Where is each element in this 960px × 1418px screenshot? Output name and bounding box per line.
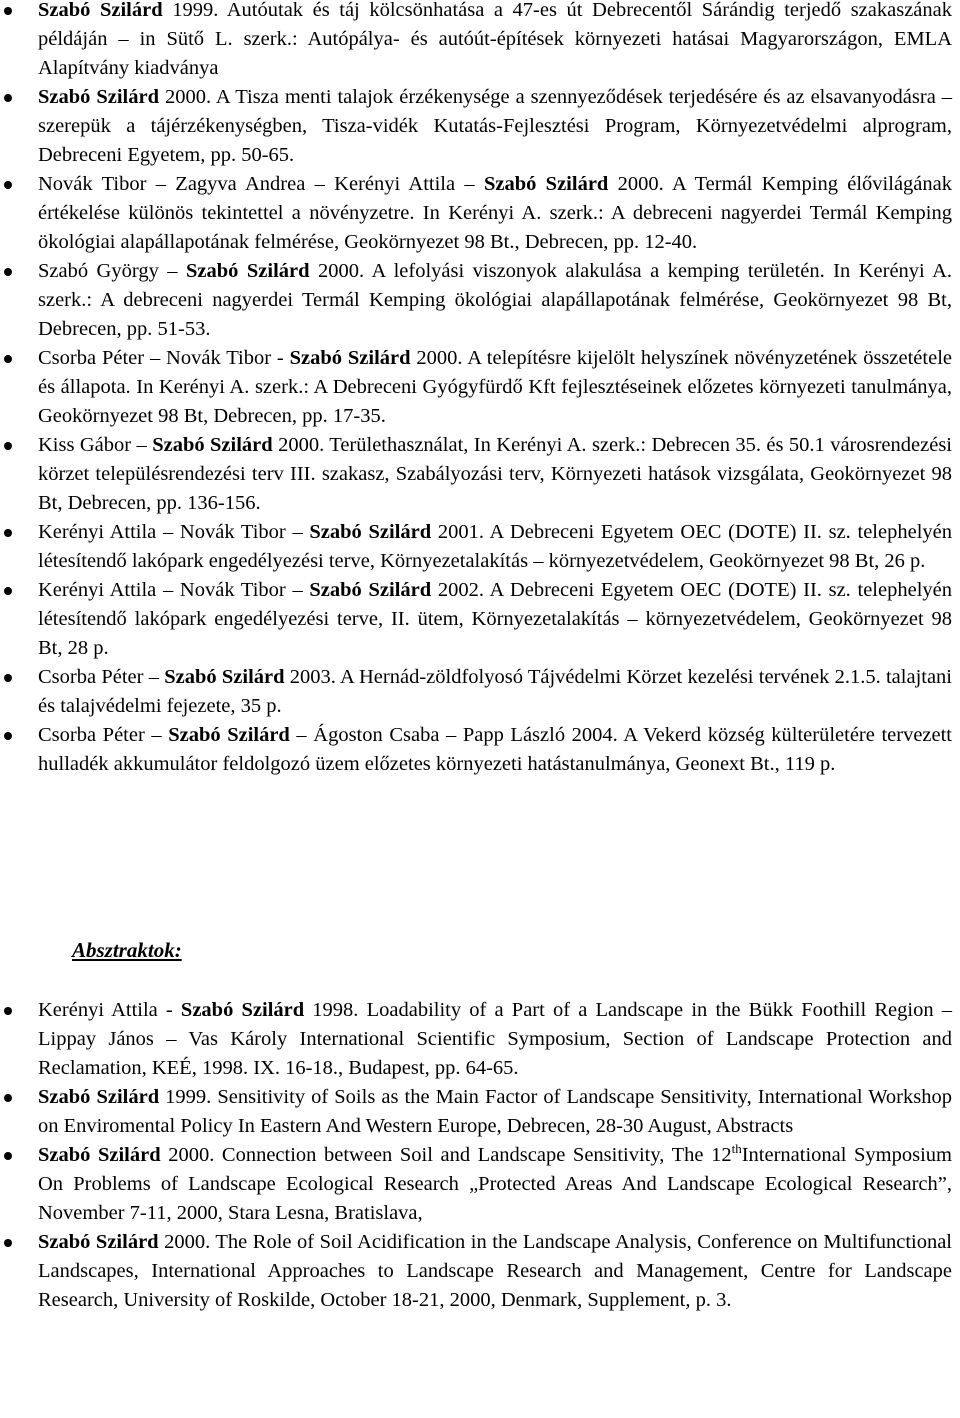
author-name: Szabó Szilárd: [289, 347, 411, 369]
author-name: Szabó Szilárd: [180, 999, 305, 1021]
bullet-icon: [4, 7, 12, 15]
reference-text: 2001. A Debreceni Egyetem OEC (DOTE) II. sz. telephelyén létesítendő lakópark engedélyezési terve, Környezetalakítás – környezetvédelem, Geokörnyezet 98 Bt, 26 p.: [38, 521, 952, 572]
reference-text: Csorba Péter –: [38, 666, 165, 688]
reference-text: 2000. A Termál Kemping élővilágának értékelése különös tekintettel a növényzetre. In Kerényi A. szerk.: A debreceni nagyerdei Termál Kemping ökológiai alapállapotának felmérése, Geokörnyezet 98 Bt., Debrecen, pp. 12-40.: [38, 173, 952, 253]
reference-text: Kerényi Attila – Novák Tibor –: [38, 521, 310, 543]
author-name: Szabó Szilárd: [309, 521, 432, 543]
author-name: Szabó Szilárd: [38, 1231, 159, 1253]
author-name: Szabó Szilárd: [38, 86, 160, 108]
abstracts-list: [0, 996, 960, 1315]
reference-text: 1998. Loadability of a Part of a Landscape in the Bükk Foothill Region – Lippay János – Vas Károly International Scientific Symposium, Section of Landscape Protection and Reclamation, KEÉ, 1998. IX. 16-18., Budapest, pp. 64-65.: [38, 999, 952, 1079]
abstracts-heading: Absztraktok:: [72, 938, 182, 962]
reference-item: [0, 431, 960, 518]
reference-text: Szabó György –: [38, 260, 187, 282]
reference-item: [0, 257, 960, 344]
bullet-icon: [4, 1152, 12, 1160]
author-name: Szabó Szilárd: [168, 724, 290, 746]
reference-text: 2000. A lefolyási viszonyok alakulása a kemping területén. In Kerényi A. szerk.: A debreceni nagyerdei Termál Kemping ökológiai alapállapotának felmérése, Geokörnyezet 98 Bt, Debrecen, pp. 51-53.: [38, 260, 952, 340]
bullet-icon: [4, 268, 12, 276]
reference-text: th: [731, 1141, 742, 1156]
reference-item: [0, 576, 960, 663]
reference-item: [0, 721, 960, 779]
reference-item: [0, 1228, 960, 1315]
author-name: Szabó Szilárd: [38, 1144, 161, 1166]
reference-text: 2000. A Tisza menti talajok érzékenysége a szennyeződések terjedésére és az elsavanyodásra – szerepük a tájérzékenységben, Tisza-vidék Kutatás-Fejlesztési Program, Környezetvédelmi alprogram, Debreceni Egyetem, pp. 50-65.: [38, 86, 953, 166]
reference-text: Kiss Gábor –: [38, 434, 153, 456]
bullet-icon: [4, 355, 12, 363]
author-name: Szabó Szilárd: [483, 173, 609, 195]
reference-item: [0, 344, 960, 431]
bullet-icon: [4, 732, 12, 740]
reference-text: 2003. A Hernád-zöldfolyosó Tájvédelmi Körzet kezelési tervének 2.1.5. talajtani és talajvédelmi fejezete, 35 p.: [38, 666, 952, 717]
reference-text: International Symposium On Problems of Landscape Ecological Research „Protected Areas And Landscape Ecological Research”, November 7-11, 2000, Stara Lesna, Bratislava,: [38, 1144, 952, 1224]
author-name: Szabó Szilárd: [38, 1086, 160, 1108]
reference-text: – Ágoston Csaba – Papp László 2004. A Vekerd község külterületére tervezett hulladék akkumulátor feldolgozó üzem előzetes környezeti hatástanulmánya, Geonext Bt., 119 p.: [38, 724, 953, 775]
bullet-icon: [4, 587, 12, 595]
reference-text: Kerényi Attila -: [38, 999, 181, 1021]
reference-text: Novák Tibor – Zagyva Andrea – Kerényi Attila –: [38, 173, 484, 195]
reference-item: [0, 1083, 960, 1141]
reference-text: Csorba Péter –: [38, 724, 169, 746]
reference-item: [0, 1141, 960, 1228]
bullet-icon: [4, 674, 12, 682]
bullet-icon: [4, 442, 12, 450]
reference-text: 2000. A telepítésre kijelölt helyszínek növényzetének összetétele és állapota. In Kerényi A. szerk.: A Debreceni Gyógyfürdő Kft fejlesztéseinek előzetes környezeti tanulmánya, Geokörnyezet 98 Bt, Debrecen, pp. 17-35.: [38, 347, 952, 427]
reference-item: [0, 0, 960, 83]
reference-item: [0, 170, 960, 257]
bullet-icon: [4, 1094, 12, 1102]
reference-text: 2002. A Debreceni Egyetem OEC (DOTE) II. sz. telephelyén létesítendő lakópark engedélyezési terve, II. ütem, Környezetalakítás – környezetvédelem, Geokörnyezet 98 Bt, 28 p.: [38, 579, 952, 659]
author-name: Szabó Szilárd: [186, 260, 310, 282]
bullet-icon: [4, 181, 12, 189]
reference-text: Kerényi Attila – Novák Tibor –: [38, 579, 310, 601]
author-name: Szabó Szilárd: [38, 0, 163, 21]
reference-text: 1999. Sensitivity of Soils as the Main Factor of Landscape Sensitivity, International Workshop on Enviromental Policy In Eastern And Western Europe, Debrecen, 28-30 August, Abstracts: [38, 1086, 952, 1137]
reference-text: 1999. Autóutak és táj kölcsönhatása a 47-es út Debrecentől Sárándig terjedő szakaszának példáján – in Sütő L. szerk.: Autópálya- és autóút-építések környezeti hatásai Magyarországon, EMLA Alapítvány kiadványa: [38, 0, 952, 79]
author-name: Szabó Szilárd: [152, 434, 273, 456]
author-name: Szabó Szilárd: [309, 579, 432, 601]
reference-text: 2000. Connection between Soil and Landscape Sensitivity, The 12: [160, 1144, 732, 1166]
reference-item: [0, 663, 960, 721]
bullet-icon: [4, 1007, 12, 1015]
reference-text: 2000. The Role of Soil Acidification in the Landscape Analysis, Conference on Multifunctional Landscapes, International Approaches to Landscape Research and Management, Centre for Landscape Research, University of Roskilde, October 18-21, 2000, Denmark, Supplement, p. 3.: [38, 1231, 952, 1311]
reference-text: 2000. Területhasználat, In Kerényi A. szerk.: Debrecen 35. és 50.1 városrendezési körzet településrendezési terv III. szakasz, Szabályozási terv, Környezeti hatások vizsgálata, Geokörnyezet 98 Bt, Debrecen, pp. 136-156.: [38, 434, 953, 514]
bullet-icon: [4, 94, 12, 102]
reference-item: [0, 518, 960, 576]
bullet-icon: [4, 529, 12, 537]
reference-item: [0, 996, 960, 1083]
author-name: Szabó Szilárd: [164, 666, 285, 688]
reference-item: [0, 83, 960, 170]
reference-text: Csorba Péter – Novák Tibor -: [38, 347, 290, 369]
bullet-icon: [4, 1239, 12, 1247]
